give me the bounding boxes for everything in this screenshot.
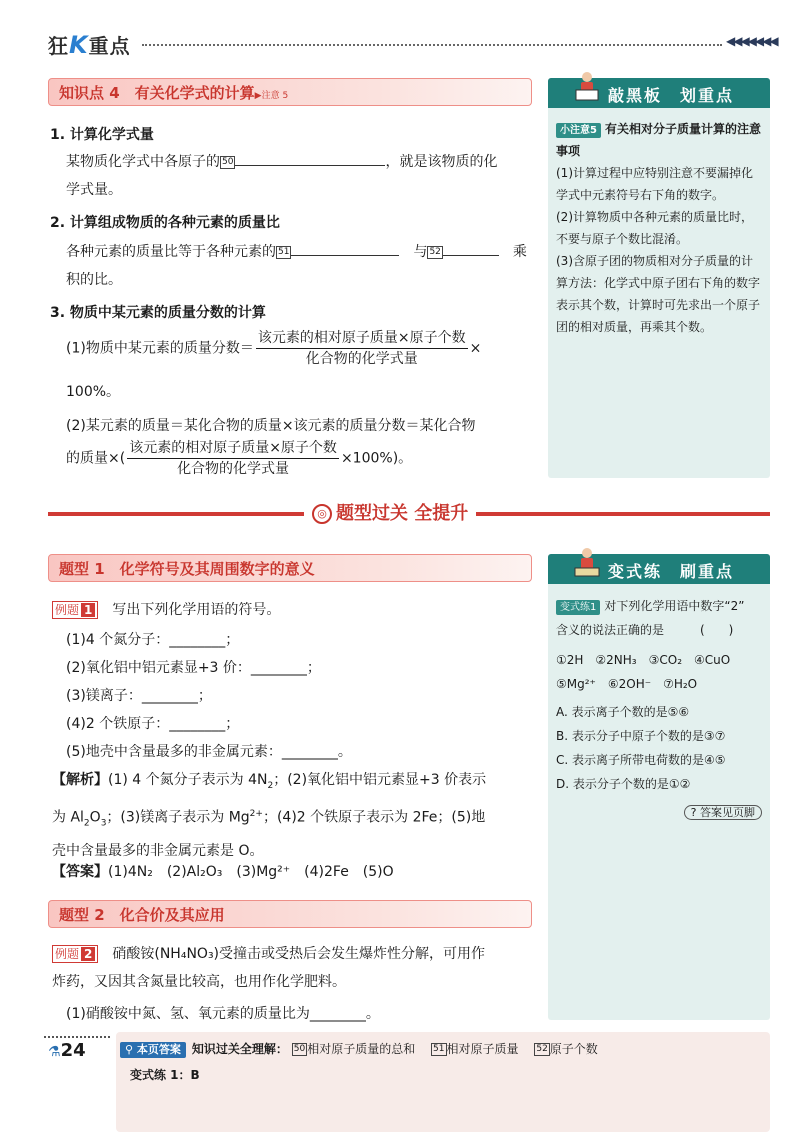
choice-a[interactable]: A. 表示离子个数的是⑤⑥ xyxy=(556,705,690,719)
choice-b[interactable]: B. 表示分子中原子个数的是③⑦ xyxy=(556,729,726,743)
blank-52[interactable] xyxy=(443,242,499,256)
page-number: ⚗24 xyxy=(48,1040,86,1061)
header-dotted-line xyxy=(142,44,722,46)
note-tag: ▶注意 5 xyxy=(254,91,289,101)
flask-icon: ⚗ xyxy=(48,1044,61,1060)
practice-body: 变式练1 对下列化学用语中数字“2” 含义的说法正确的是 ( ) ①2H ②2NH₃ ③CO₂ ④CuO ⑤Mg²⁺ ⑥2OH⁻ ⑦H₂O A. 表示离子个数的是⑤⑥ B. 表示分子中原子个数的是③⑦ C. 表示离子所带电荷数的是④⑤ D. 表示分子个数的是①② ? 答案见页脚 xyxy=(556,594,762,825)
choice-d[interactable]: D. 表示分子个数的是①② xyxy=(556,777,691,791)
example-2-text: 例题 2 硝酸铵(NH₄NO₃)受撞击或受热后会发生爆炸性分解，可用作 炸药，又因其含氮量比较高，也用作化学肥料。 xyxy=(52,946,486,990)
page-answers-footer xyxy=(116,1032,770,1132)
key-icon: ⚲ xyxy=(125,1043,134,1056)
header-arrows-icon: ◀◀◀◀◀◀◀ xyxy=(726,34,777,48)
formula-1-tail: 100%。 xyxy=(66,384,121,400)
note-2: (2)计算物质中各种元素的质量比时，不要与原子个数比混淆。 xyxy=(556,210,753,246)
note-3: (3)含原子团的物质相对分子质量的计算方法：化学式中原子团右下角的数字表示其个数，计算时可先求出一个原子团的相对质量，再乘其个数。 xyxy=(556,254,761,334)
brand-logo: 狂K重点 xyxy=(48,31,131,59)
divider-title: ◎ 题型过关 全提升 xyxy=(304,499,476,525)
sidebar-practice xyxy=(548,554,770,1020)
target-icon: ◎ xyxy=(312,504,332,524)
see-answer-badge: ? 答案见页脚 xyxy=(684,805,762,820)
heading-3: 3. 物质中某元素的质量分数的计算 xyxy=(50,305,266,321)
teacher-figure-icon xyxy=(572,70,602,104)
ex1-analysis: 【解析】(1) 4 个氮分子表示为 $4N_2$；(2)氧化铝中铝元素显+3 价表示 为 $Al_2O_3$；(3)镁离子表示为 $Mg^{2+}$；(4)2 个铁原子表示为 2Fe；(5)地 壳中含量最多的非金属元素是 O。 xyxy=(52,772,487,860)
ex1-answer: 【答案】(1)4N₂ (2)Al₂O₃ (3)Mg²⁺ (4)2Fe (5)O xyxy=(52,864,394,880)
section-title: 知识点 4 有关化学式的计算 xyxy=(59,84,255,102)
student-figure-icon xyxy=(572,546,602,580)
type1-title: 题型 1 化学符号及其周围数字的意义 xyxy=(59,560,315,578)
ex1-q3: (3)镁离子：________； xyxy=(66,688,212,704)
blank-51[interactable] xyxy=(291,242,399,256)
options-row-1: ①2H ②2NH₃ ③CO₂ ④CuO xyxy=(556,653,731,667)
heading-1: 1. 计算化学式量 xyxy=(50,127,154,143)
ex1-q4: (4)2 个铁原子：________； xyxy=(66,716,240,732)
footer-line-1: ⚲ 本页答案 知识过关全理解： 50 相对原子质量的总和 51 相对原子质量 52 原子个数 xyxy=(120,1040,598,1058)
example-1-question: 例题 1 写出下列化学用语的符号。 xyxy=(52,596,532,624)
ex1-q5: (5)地壳中含量最多的非金属元素：________。 xyxy=(66,744,352,760)
ex1-q1: (1)4 个氮分子：________； xyxy=(66,632,240,648)
ex1-q2: (2)氧化铝中铝元素显+3 价：________； xyxy=(66,660,321,676)
formula-1: (1)物质中某元素的质量分数＝ $\frac{\text{该元素的相对原子质量×原子个数}}{\text{化合物的化学式量}}$ × xyxy=(66,330,482,367)
footer-line-2: 变式练 1：B xyxy=(130,1068,200,1082)
blank-50[interactable] xyxy=(235,152,385,166)
formula-2-line1: (2)某元素的质量＝某化合物的质量×该元素的质量分数＝某化合物 xyxy=(66,418,476,434)
sidebar-body: 小注意5 有关相对分子质量计算的注意事项 (1)计算过程中应特别注意不要漏掉化学式中元素符号右下角的数字。 (2)计算物质中各种元素的质量比时，不要与原子个数比混淆。 (3)含原子团的物质相对分子质量的计算方法：化学式中原子团右下角的数字表示其个数，计算时可先求出一个原子团的相对质量，再乘其个数。 xyxy=(556,118,762,338)
sidebar-notes xyxy=(548,78,770,478)
heading-2: 2. 计算组成物质的各种元素的质量比 xyxy=(50,215,280,231)
ex2-q1: (1)硝酸铵中氮、氢、氧元素的质量比为________。 xyxy=(66,1006,380,1022)
choice-c[interactable]: C. 表示离子所带电荷数的是④⑤ xyxy=(556,753,726,767)
paragraph-1: 某物质化学式中各原子的 50 ，就是该物质的化 学式量。 xyxy=(66,154,498,198)
note-1: (1)计算过程中应特别注意不要漏掉化学式中元素符号右下角的数字。 xyxy=(556,166,753,202)
sidebar-header: 敲黑板 划重点 xyxy=(548,78,770,108)
type2-title-bar xyxy=(48,900,532,928)
options-row-2: ⑤Mg²⁺ ⑥2OH⁻ ⑦H₂O xyxy=(556,677,698,691)
practice-header: 变式练 刷重点 xyxy=(548,554,770,584)
type2-title: 题型 2 化合价及其应用 xyxy=(59,906,225,924)
paragraph-2: 各种元素的质量比等于各种元素的 51 与 52 乘 积的比。 xyxy=(66,244,527,288)
formula-2: 的质量×( $\frac{\text{该元素的相对原子质量×原子个数}}{\text{化合物的化学式量}}$ ×100%)。 xyxy=(66,440,413,477)
type1-title-bar xyxy=(48,554,532,582)
section-title-bar xyxy=(48,78,532,106)
